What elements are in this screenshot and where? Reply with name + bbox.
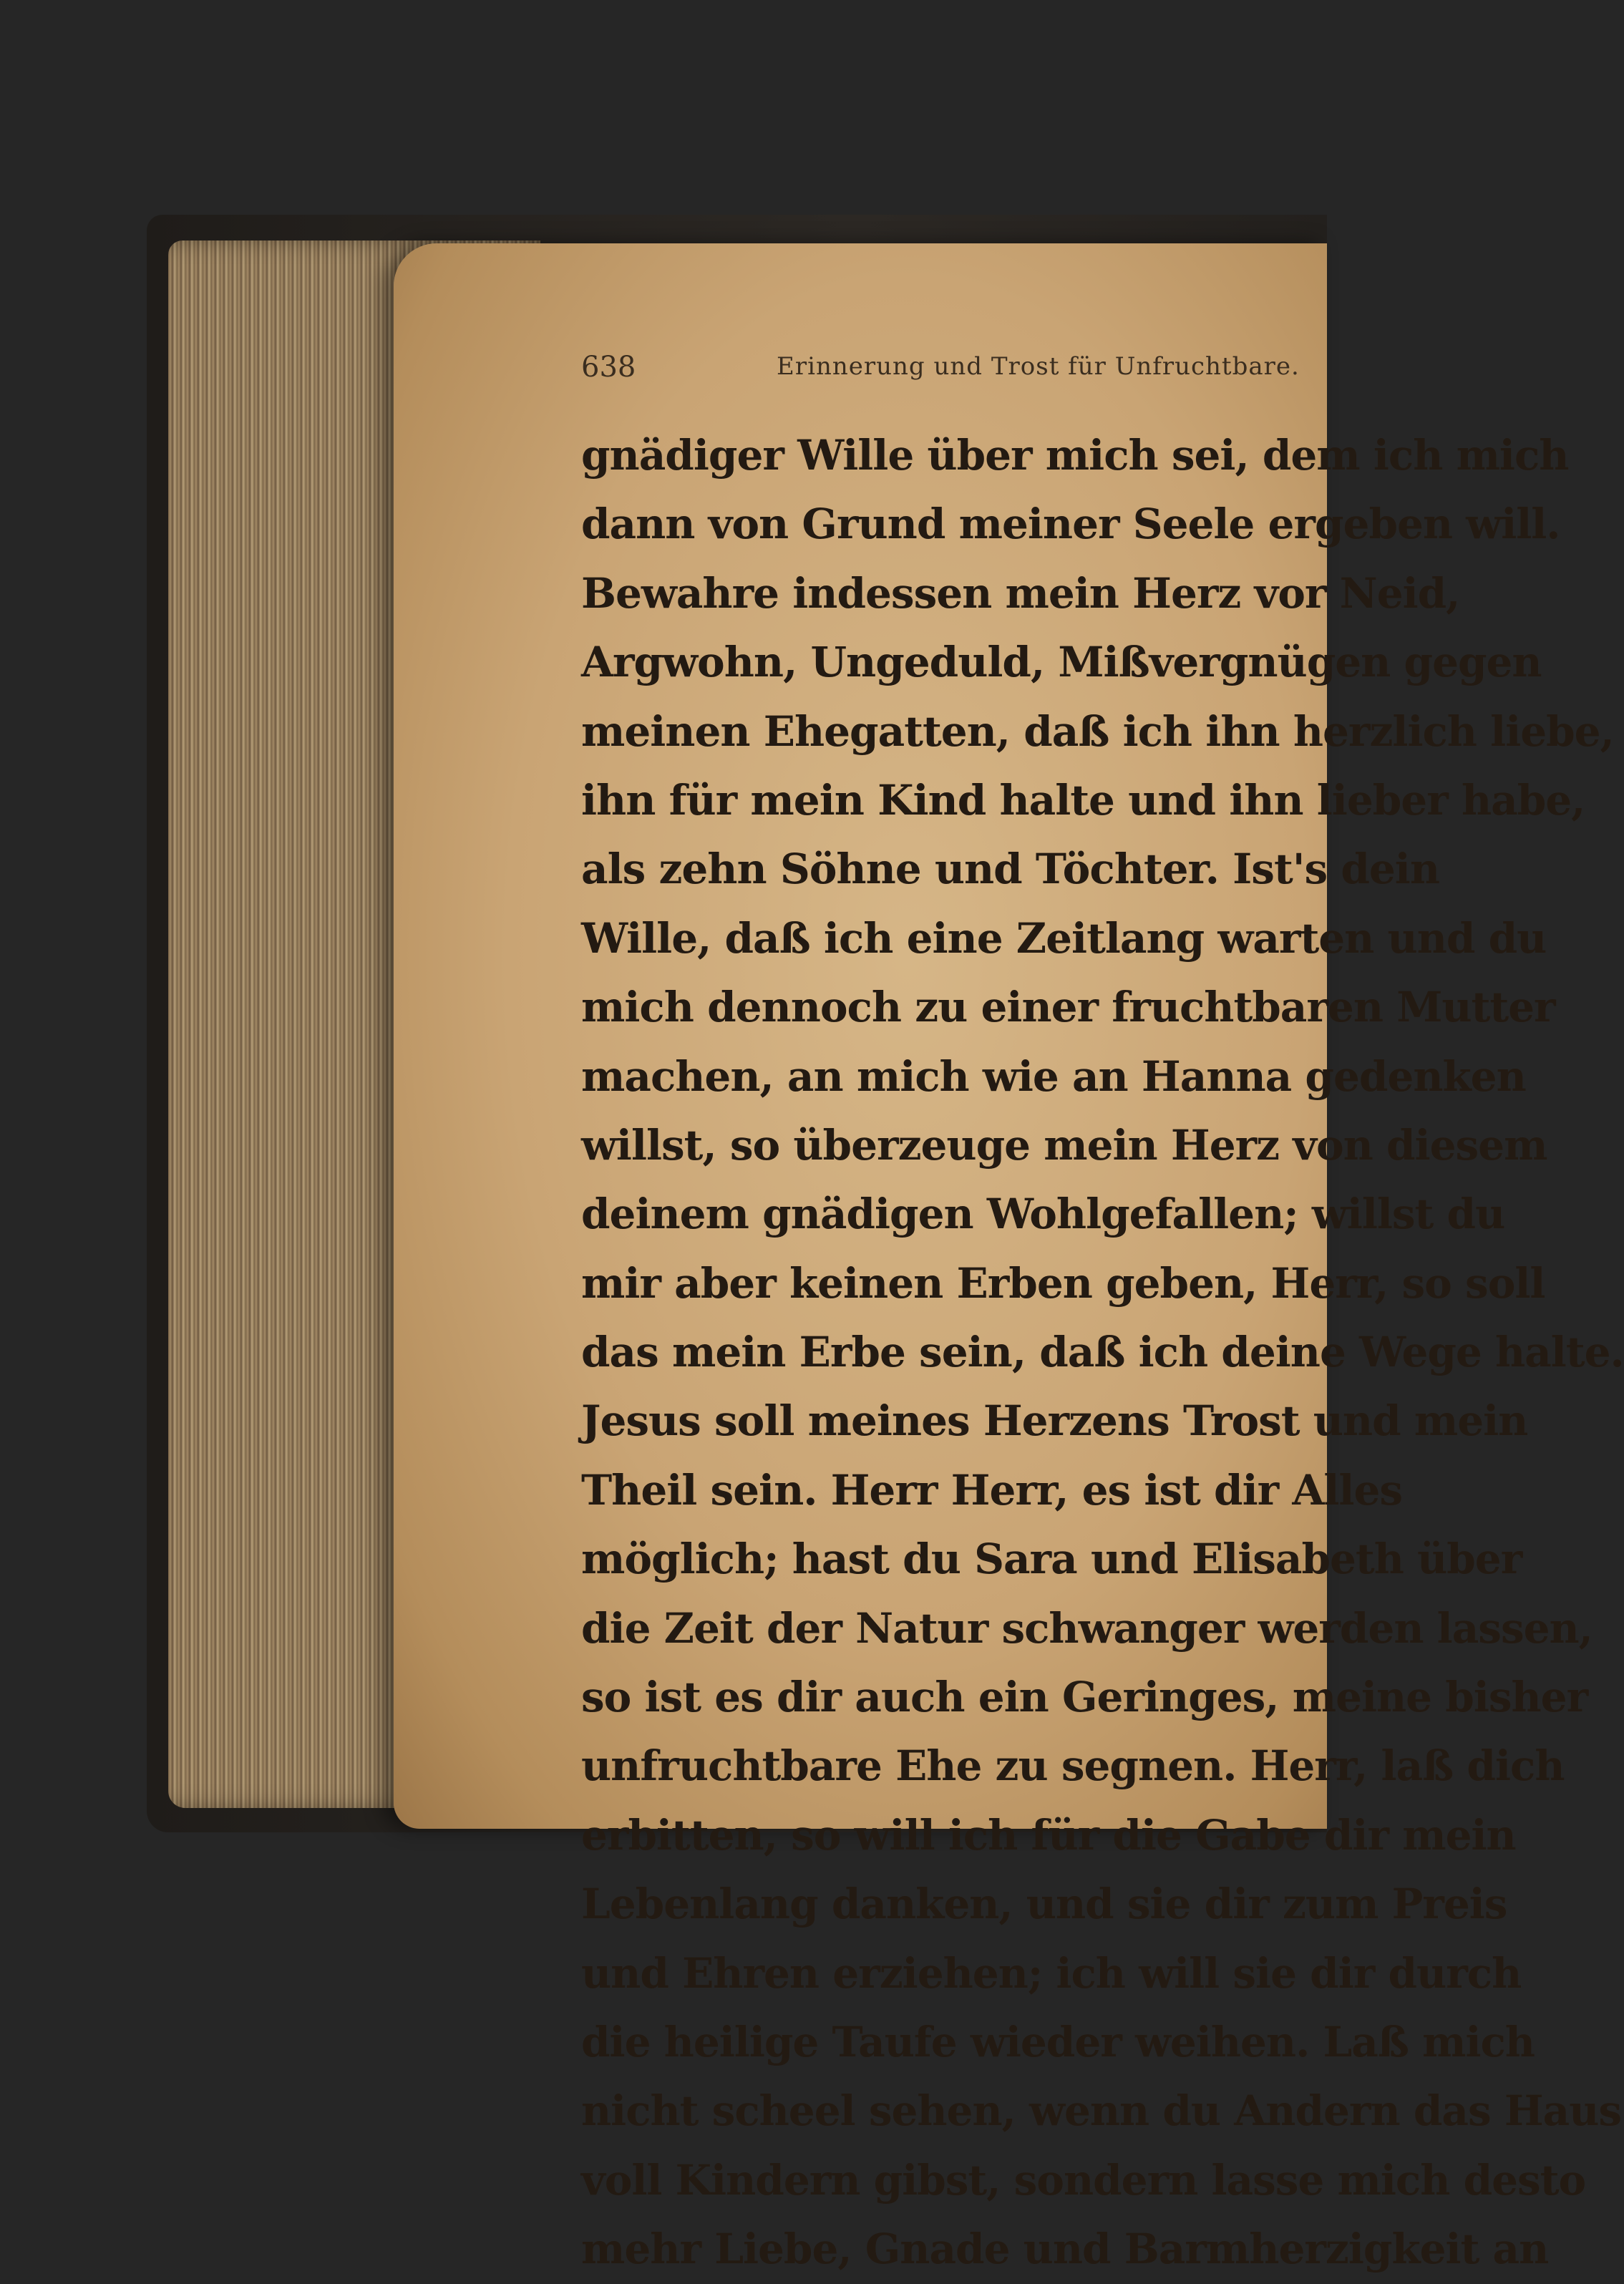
body-text (581, 421, 1624, 2284)
text-line: machen, an mich wie an Hanna gedenken (581, 1051, 1526, 1101)
text-line: mich dennoch zu einer fruchtbaren Mutter (581, 983, 1555, 1032)
text-line: mir aber keinen Erben geben, Herr, so soll (581, 1258, 1545, 1308)
book (147, 215, 1624, 2274)
book-page (394, 243, 1624, 2274)
text-line: mehr Liebe, Gnade und Barmherzigkeit an (581, 2225, 1549, 2274)
page-number: 638 (581, 351, 636, 384)
text-line: erbitten, so will ich für die Gabe dir mein (581, 1810, 1516, 1860)
text-line: meinen Ehegatten, daß ich ihn herzlich liebe, (581, 706, 1614, 756)
text-line: gnädiger Wille über mich sei, dem ich mich (581, 431, 1569, 480)
text-line: Bewahre indessen mein Herz vor Neid, (581, 568, 1460, 618)
text-line: so ist es dir auch ein Geringes, meine bisher (581, 1673, 1588, 1722)
text-line: Jesus soll meines Herzens Trost und mein (581, 1396, 1528, 1446)
text-line: Wille, daß ich eine Zeitlang warten und du (581, 913, 1547, 963)
text-line: die Zeit der Natur schwanger werden lassen, (581, 1603, 1593, 1653)
text-line: deinem gnädigen Wohlgefallen; willst du (581, 1190, 1505, 1239)
text-line: dann von Grund meiner Seele ergeben will. (581, 500, 1560, 549)
text-line: willst, so überzeuge mein Herz von diesem (581, 1120, 1547, 1170)
text-line: und Ehren erziehen; ich will sie dir durch (581, 1948, 1522, 1998)
page-header (394, 351, 1327, 408)
text-line: Lebenlang danken, und sie dir zum Preis (581, 1880, 1507, 1929)
text-line: Theil sein. Herr Herr, es ist dir Alles (581, 1465, 1402, 1515)
text-line: voll Kindern gibst, sondern lasse mich desto (581, 2155, 1586, 2205)
running-title: Erinnerung und Trost für Unfruchtbare. (777, 352, 1300, 381)
text-line: als zehn Söhne und Töchter. Ist's dein (581, 845, 1440, 894)
text-line: das mein Erbe sein, daß ich deine Wege halte. (581, 1328, 1624, 1377)
text-line: ihn für mein Kind halte und ihn lieber habe, (581, 775, 1585, 825)
text-line: unfruchtbare Ehe zu segnen. Herr, laß dich (581, 1741, 1565, 1791)
text-line: möglich; hast du Sara und Elisabeth über (581, 1535, 1522, 1584)
text-line: nicht scheel sehen, wenn du Andern das Haus (581, 2086, 1622, 2136)
text-line: Argwohn, Ungeduld, Mißvergnügen gegen (581, 638, 1542, 687)
text-line: die heilige Taufe wieder weihen. Laß mich (581, 2017, 1535, 2066)
